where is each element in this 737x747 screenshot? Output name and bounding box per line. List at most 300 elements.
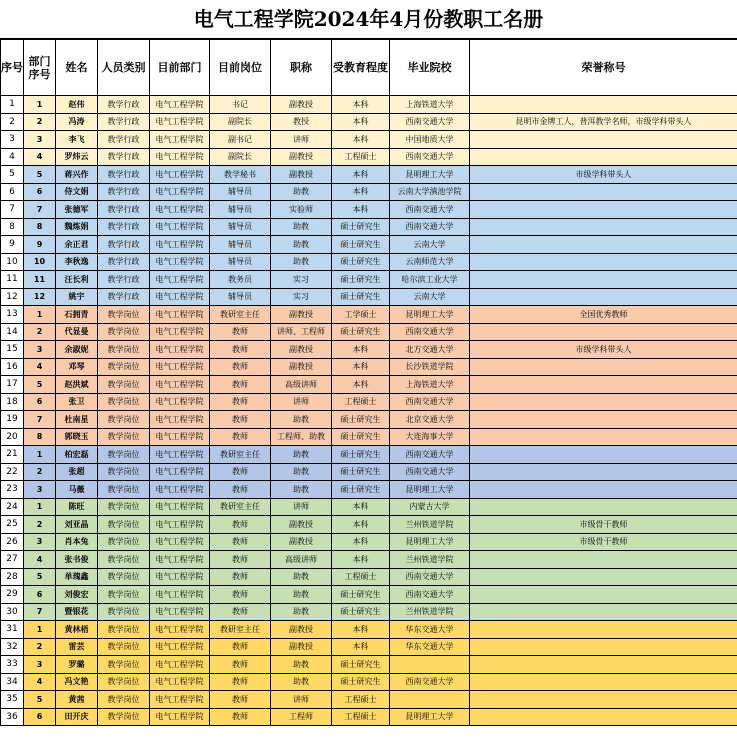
cell-name: 邓琴: [56, 358, 98, 376]
cell-index: 22: [1, 463, 24, 481]
cell-school: 北京交通大学: [390, 411, 470, 429]
cell-index: 15: [1, 341, 24, 359]
table-row: [1, 323, 737, 341]
cell-index: 30: [1, 603, 24, 621]
cell-school: 哈尔滨工业大学: [390, 271, 470, 289]
cell-title: 副教授: [271, 638, 332, 656]
cell-staff-category: 教学行政: [98, 96, 150, 114]
cell-department: 电气工程学院: [150, 236, 210, 254]
cell-title: 助教: [271, 236, 332, 254]
table-row: [1, 516, 737, 534]
cell-department: 电气工程学院: [150, 148, 210, 166]
cell-school: 西南交通大学: [390, 218, 470, 236]
cell-staff-category: 教学岗位: [98, 656, 150, 674]
cell-staff-category: 教学行政: [98, 271, 150, 289]
cell-education: 硕士研究生: [332, 218, 390, 236]
cell-name: 黄茜: [56, 691, 98, 709]
cell-school: 昆明理工大学: [390, 481, 470, 499]
cell-position: 教学秘书: [210, 166, 271, 184]
cell-dept-index: 2: [24, 463, 56, 481]
cell-dept-index: 6: [24, 183, 56, 201]
cell-index: 14: [1, 323, 24, 341]
cell-position: 书记: [210, 96, 271, 114]
cell-name: 魏炼娟: [56, 218, 98, 236]
cell-school: 西南交通大学: [390, 568, 470, 586]
cell-title: 助教: [271, 253, 332, 271]
cell-dept-index: 5: [24, 568, 56, 586]
cell-index: 32: [1, 638, 24, 656]
cell-dept-index: 3: [24, 481, 56, 499]
cell-department: 电气工程学院: [150, 586, 210, 604]
cell-staff-category: 教学岗位: [98, 376, 150, 394]
cell-department: 电气工程学院: [150, 411, 210, 429]
cell-index: 12: [1, 288, 24, 306]
cell-dept-index: 2: [24, 516, 56, 534]
cell-index: 28: [1, 568, 24, 586]
cell-dept-index: 6: [24, 708, 56, 726]
cell-education: 工程硕士: [332, 393, 390, 411]
cell-index: 31: [1, 621, 24, 639]
cell-dept-index: 7: [24, 603, 56, 621]
cell-education: 本科: [332, 183, 390, 201]
cell-honors: [470, 148, 737, 166]
cell-dept-index: 4: [24, 148, 56, 166]
cell-honors: [470, 358, 737, 376]
cell-honors: [470, 393, 737, 411]
cell-position: 教研室主任: [210, 446, 271, 464]
cell-name: 刘俊宏: [56, 586, 98, 604]
table-row: [1, 621, 737, 639]
table-row: [1, 411, 737, 429]
cell-title: 助教: [271, 656, 332, 674]
header-title: 职称: [271, 40, 332, 96]
table-row: [1, 463, 737, 481]
cell-position: 教研室主任: [210, 498, 271, 516]
cell-department: 电气工程学院: [150, 551, 210, 569]
table-row: [1, 376, 737, 394]
cell-title: 讲师: [271, 691, 332, 709]
cell-name: 李飞: [56, 131, 98, 149]
cell-name: 蒋兴作: [56, 166, 98, 184]
cell-school: 长沙铁道学院: [390, 358, 470, 376]
table-row: [1, 183, 737, 201]
cell-index: 27: [1, 551, 24, 569]
cell-staff-category: 教学岗位: [98, 323, 150, 341]
cell-dept-index: 2: [24, 113, 56, 131]
cell-school: 西南交通大学: [390, 323, 470, 341]
table-row: [1, 603, 737, 621]
header-name: 姓名: [56, 40, 98, 96]
cell-staff-category: 教学岗位: [98, 603, 150, 621]
cell-school: [390, 691, 470, 709]
cell-honors: 市级学科带头人: [470, 166, 737, 184]
cell-staff-category: 教学岗位: [98, 446, 150, 464]
cell-education: 本科: [332, 638, 390, 656]
cell-honors: [470, 96, 737, 114]
cell-staff-category: 教学岗位: [98, 306, 150, 324]
cell-title: 副教授: [271, 516, 332, 534]
cell-school: [390, 656, 470, 674]
table-row: [1, 113, 737, 131]
cell-dept-index: 5: [24, 166, 56, 184]
cell-name: 赵洪斌: [56, 376, 98, 394]
cell-staff-category: 教学行政: [98, 113, 150, 131]
table-row: [1, 708, 737, 726]
cell-dept-index: 5: [24, 376, 56, 394]
cell-school: 云南大学: [390, 236, 470, 254]
cell-title: 实验师: [271, 201, 332, 219]
table-row: [1, 498, 737, 516]
cell-name: 汪长利: [56, 271, 98, 289]
cell-department: 电气工程学院: [150, 603, 210, 621]
cell-honors: [470, 253, 737, 271]
cell-staff-category: 教学岗位: [98, 673, 150, 691]
cell-school: 西南交通大学: [390, 673, 470, 691]
cell-name: 张超: [56, 463, 98, 481]
cell-position: 教师: [210, 376, 271, 394]
cell-dept-index: 3: [24, 341, 56, 359]
cell-index: 2: [1, 113, 24, 131]
table-row: [1, 236, 737, 254]
cell-education: 硕士研究生: [332, 656, 390, 674]
cell-honors: [470, 656, 737, 674]
cell-title: 高级讲师: [271, 551, 332, 569]
cell-position: 副书记: [210, 131, 271, 149]
cell-title: 实习: [271, 271, 332, 289]
cell-dept-index: 5: [24, 691, 56, 709]
cell-education: 工程硕士: [332, 708, 390, 726]
cell-school: 西南交通大学: [390, 463, 470, 481]
cell-title: 助教: [271, 411, 332, 429]
cell-honors: 市级学科带头人: [470, 341, 737, 359]
cell-education: 硕士研究生: [332, 236, 390, 254]
cell-index: 34: [1, 673, 24, 691]
cell-index: 19: [1, 411, 24, 429]
cell-index: 6: [1, 183, 24, 201]
cell-title: 助教: [271, 446, 332, 464]
cell-honors: [470, 183, 737, 201]
page-title: 电气工程学院2024年4月份教职工名册: [0, 0, 737, 39]
table-row: [1, 218, 737, 236]
cell-school: 西南交通大学: [390, 586, 470, 604]
cell-dept-index: 12: [24, 288, 56, 306]
cell-school: 西南交通大学: [390, 393, 470, 411]
cell-position: 教师: [210, 341, 271, 359]
cell-department: 电气工程学院: [150, 481, 210, 499]
table-row: [1, 533, 737, 551]
cell-name: 罗璐: [56, 656, 98, 674]
cell-honors: [470, 638, 737, 656]
table-row: [1, 551, 737, 569]
cell-school: 云南师范大学: [390, 253, 470, 271]
cell-school: 云南大学: [390, 288, 470, 306]
cell-name: 暨银花: [56, 603, 98, 621]
cell-title: 助教: [271, 603, 332, 621]
cell-title: 副教授: [271, 621, 332, 639]
cell-school: 西南交通大学: [390, 113, 470, 131]
cell-name: 肖本兔: [56, 533, 98, 551]
cell-staff-category: 教学岗位: [98, 638, 150, 656]
cell-honors: [470, 288, 737, 306]
cell-education: 工学硕士: [332, 306, 390, 324]
cell-staff-category: 教学行政: [98, 288, 150, 306]
cell-name: 黄林梧: [56, 621, 98, 639]
cell-dept-index: 3: [24, 533, 56, 551]
cell-title: 助教: [271, 218, 332, 236]
cell-index: 25: [1, 516, 24, 534]
table-row: [1, 271, 737, 289]
cell-staff-category: 教学行政: [98, 183, 150, 201]
cell-name: 单瑰鑫: [56, 568, 98, 586]
cell-honors: 全国优秀教师: [470, 306, 737, 324]
cell-staff-category: 教学行政: [98, 131, 150, 149]
cell-education: 工程硕士: [332, 148, 390, 166]
cell-dept-index: 8: [24, 218, 56, 236]
cell-staff-category: 教学行政: [98, 166, 150, 184]
cell-index: 23: [1, 481, 24, 499]
cell-name: 张书俊: [56, 551, 98, 569]
cell-honors: [470, 568, 737, 586]
cell-position: 教师: [210, 481, 271, 499]
cell-position: 教务员: [210, 271, 271, 289]
cell-education: 本科: [332, 516, 390, 534]
cell-dept-index: 1: [24, 621, 56, 639]
cell-dept-index: 6: [24, 586, 56, 604]
cell-dept-index: 7: [24, 411, 56, 429]
cell-department: 电气工程学院: [150, 638, 210, 656]
cell-position: 教师: [210, 533, 271, 551]
cell-education: 本科: [332, 498, 390, 516]
cell-honors: 市级骨干教师: [470, 533, 737, 551]
cell-position: 教师: [210, 586, 271, 604]
cell-dept-index: 3: [24, 656, 56, 674]
cell-honors: [470, 463, 737, 481]
cell-department: 电气工程学院: [150, 113, 210, 131]
cell-title: 工程师: [271, 708, 332, 726]
cell-title: 副教授: [271, 306, 332, 324]
cell-education: 本科: [332, 376, 390, 394]
cell-title: 教授: [271, 113, 332, 131]
cell-education: 本科: [332, 341, 390, 359]
cell-title: 副教授: [271, 533, 332, 551]
cell-index: 5: [1, 166, 24, 184]
cell-honors: [470, 411, 737, 429]
cell-name: 雷芸: [56, 638, 98, 656]
cell-staff-category: 教学行政: [98, 253, 150, 271]
cell-honors: [470, 446, 737, 464]
cell-education: 本科: [332, 113, 390, 131]
cell-education: 硕士研究生: [332, 428, 390, 446]
cell-name: 张德军: [56, 201, 98, 219]
cell-index: 29: [1, 586, 24, 604]
cell-index: 13: [1, 306, 24, 324]
cell-department: 电气工程学院: [150, 673, 210, 691]
header-row: [1, 40, 737, 96]
header-index: 序号: [1, 40, 24, 96]
cell-dept-index: 2: [24, 638, 56, 656]
cell-name: 杜南星: [56, 411, 98, 429]
cell-position: 教师: [210, 551, 271, 569]
cell-name: 余淑妮: [56, 341, 98, 359]
cell-department: 电气工程学院: [150, 323, 210, 341]
cell-position: 教师: [210, 603, 271, 621]
cell-title: 讲师: [271, 393, 332, 411]
header-position: 目前岗位: [210, 40, 271, 96]
cell-title: 副教授: [271, 96, 332, 114]
cell-honors: [470, 708, 737, 726]
cell-title: 助教: [271, 673, 332, 691]
cell-position: 教师: [210, 673, 271, 691]
table-row: [1, 253, 737, 271]
cell-dept-index: 11: [24, 271, 56, 289]
cell-position: 教师: [210, 411, 271, 429]
cell-name: 罗炜云: [56, 148, 98, 166]
cell-dept-index: 1: [24, 446, 56, 464]
cell-position: 辅导员: [210, 288, 271, 306]
cell-staff-category: 教学岗位: [98, 463, 150, 481]
cell-position: 教研室主任: [210, 306, 271, 324]
cell-name: 田开庆: [56, 708, 98, 726]
cell-title: 讲师: [271, 498, 332, 516]
table-row: [1, 393, 737, 411]
cell-name: 陈旺: [56, 498, 98, 516]
cell-staff-category: 教学岗位: [98, 428, 150, 446]
cell-staff-category: 教学岗位: [98, 358, 150, 376]
staff-table: [0, 39, 737, 726]
cell-name: 赵伟: [56, 96, 98, 114]
cell-position: 教师: [210, 428, 271, 446]
cell-education: 本科: [332, 201, 390, 219]
cell-school: 中国地质大学: [390, 131, 470, 149]
cell-dept-index: 1: [24, 306, 56, 324]
cell-honors: [470, 131, 737, 149]
cell-honors: 昆明市金牌工人，普洱教学名师，市级学科带头人: [470, 113, 737, 131]
cell-index: 16: [1, 358, 24, 376]
cell-education: 本科: [332, 166, 390, 184]
cell-index: 18: [1, 393, 24, 411]
cell-name: 郭晓玉: [56, 428, 98, 446]
cell-department: 电气工程学院: [150, 96, 210, 114]
header-department: 目前部门: [150, 40, 210, 96]
cell-staff-category: 教学岗位: [98, 498, 150, 516]
header-dept-index: 部门序号: [24, 40, 56, 96]
cell-title: 实习: [271, 288, 332, 306]
cell-education: 硕士研究生: [332, 673, 390, 691]
cell-school: 大连海事大学: [390, 428, 470, 446]
cell-title: 助教: [271, 586, 332, 604]
table-row: [1, 341, 737, 359]
cell-staff-category: 教学岗位: [98, 691, 150, 709]
cell-honors: [470, 236, 737, 254]
table-row: [1, 358, 737, 376]
cell-name: 冯涛: [56, 113, 98, 131]
cell-index: 24: [1, 498, 24, 516]
cell-staff-category: 教学岗位: [98, 341, 150, 359]
cell-honors: [470, 376, 737, 394]
cell-title: 助教: [271, 463, 332, 481]
cell-staff-category: 教学行政: [98, 218, 150, 236]
cell-honors: [470, 621, 737, 639]
cell-position: 教师: [210, 358, 271, 376]
cell-school: 西南交通大学: [390, 446, 470, 464]
cell-education: 硕士研究生: [332, 323, 390, 341]
table-row: [1, 428, 737, 446]
cell-education: 本科: [332, 358, 390, 376]
cell-education: 硕士研究生: [332, 446, 390, 464]
cell-department: 电气工程学院: [150, 656, 210, 674]
cell-department: 电气工程学院: [150, 376, 210, 394]
cell-staff-category: 教学岗位: [98, 533, 150, 551]
cell-position: 副院长: [210, 148, 271, 166]
cell-department: 电气工程学院: [150, 428, 210, 446]
cell-honors: [470, 428, 737, 446]
cell-education: 本科: [332, 551, 390, 569]
cell-staff-category: 教学岗位: [98, 411, 150, 429]
cell-honors: [470, 498, 737, 516]
cell-index: 10: [1, 253, 24, 271]
cell-name: 余正君: [56, 236, 98, 254]
cell-name: 李秋逸: [56, 253, 98, 271]
cell-department: 电气工程学院: [150, 306, 210, 324]
table-row: [1, 568, 737, 586]
cell-position: 教师: [210, 568, 271, 586]
cell-title: 副教授: [271, 148, 332, 166]
cell-honors: [470, 586, 737, 604]
cell-dept-index: 4: [24, 358, 56, 376]
cell-department: 电气工程学院: [150, 218, 210, 236]
cell-staff-category: 教学行政: [98, 236, 150, 254]
cell-education: 硕士研究生: [332, 603, 390, 621]
cell-dept-index: 1: [24, 96, 56, 114]
cell-index: 35: [1, 691, 24, 709]
cell-school: 华东交通大学: [390, 621, 470, 639]
cell-name: 刘亚晶: [56, 516, 98, 534]
cell-department: 电气工程学院: [150, 253, 210, 271]
cell-dept-index: 6: [24, 393, 56, 411]
table-row: [1, 201, 737, 219]
cell-name: 侍文娟: [56, 183, 98, 201]
cell-title: 讲师: [271, 131, 332, 149]
cell-education: 硕士研究生: [332, 481, 390, 499]
cell-title: 副教授: [271, 341, 332, 359]
cell-dept-index: 2: [24, 323, 56, 341]
cell-title: 副教授: [271, 358, 332, 376]
cell-position: 辅导员: [210, 253, 271, 271]
table-body: [1, 96, 737, 726]
cell-index: 9: [1, 236, 24, 254]
cell-department: 电气工程学院: [150, 708, 210, 726]
cell-index: 7: [1, 201, 24, 219]
table-row: [1, 166, 737, 184]
cell-honors: [470, 271, 737, 289]
cell-index: 26: [1, 533, 24, 551]
cell-education: 硕士研究生: [332, 271, 390, 289]
cell-index: 4: [1, 148, 24, 166]
cell-position: 教师: [210, 656, 271, 674]
cell-department: 电气工程学院: [150, 621, 210, 639]
cell-dept-index: 10: [24, 253, 56, 271]
cell-position: 教师: [210, 393, 271, 411]
header-education: 受教育程度: [332, 40, 390, 96]
cell-position: 教师: [210, 516, 271, 534]
cell-name: 姚宇: [56, 288, 98, 306]
cell-department: 电气工程学院: [150, 341, 210, 359]
cell-school: 昆明理工大学: [390, 708, 470, 726]
cell-position: 教师: [210, 323, 271, 341]
cell-department: 电气工程学院: [150, 498, 210, 516]
cell-department: 电气工程学院: [150, 516, 210, 534]
cell-education: 硕士研究生: [332, 253, 390, 271]
